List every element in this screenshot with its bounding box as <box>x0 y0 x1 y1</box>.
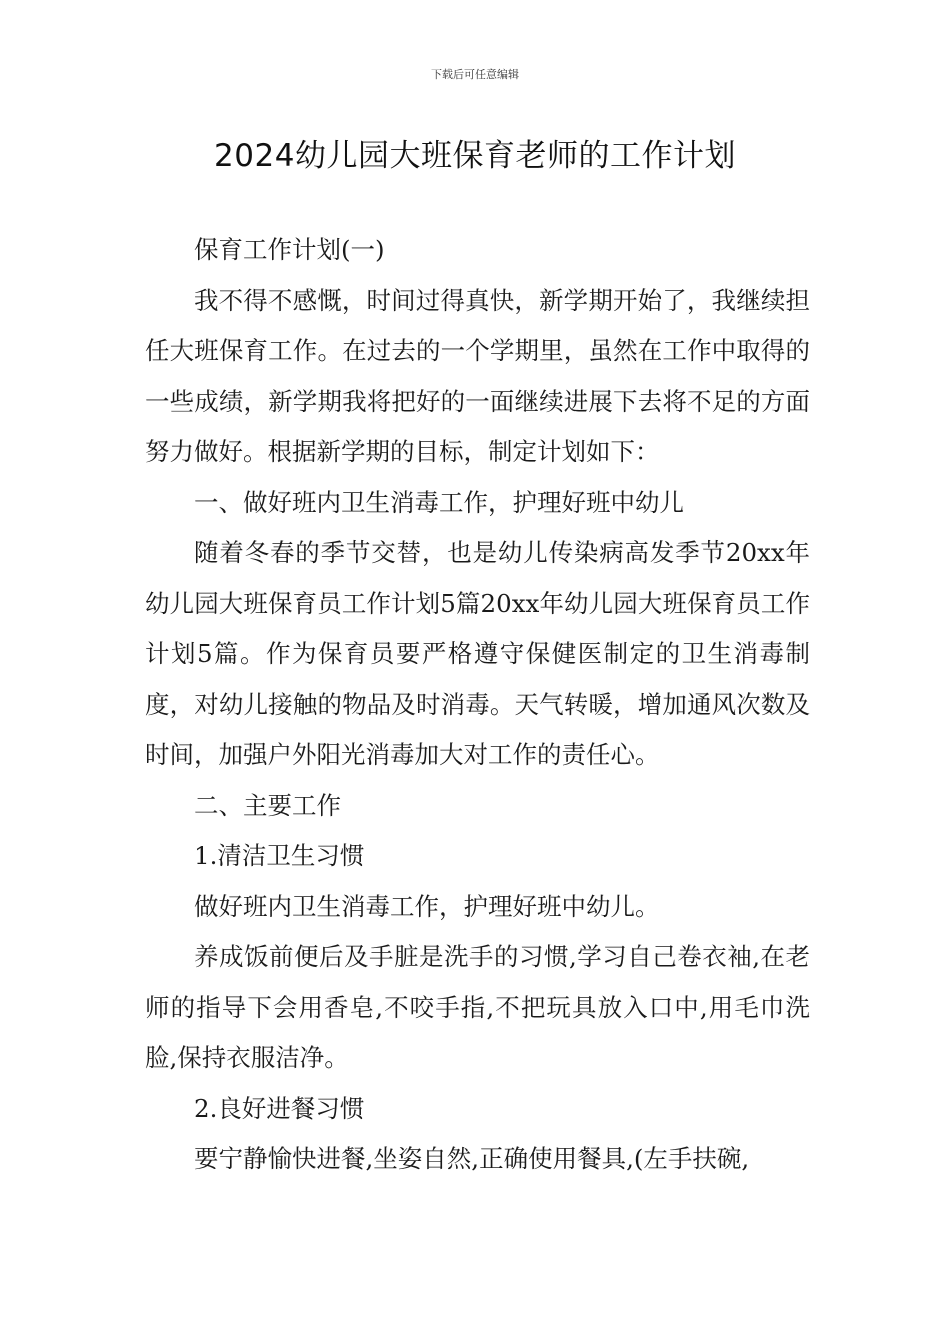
document-title: 2024幼儿园大班保育老师的工作计划 <box>214 138 736 174</box>
paragraph: 我不得不感慨，时间过得真快，新学期开始了，我继续担任大班保育工作。在过去的一个学期里，虽然在工作中取得的一些成绩，新学期我将把好的一面继续进展下去将不足的方面努力做好。根据新学期的目标，制定计划如下： <box>145 285 810 466</box>
section-heading: 保育工作计划(一) <box>194 235 385 264</box>
section-heading: 二、主要工作 <box>194 790 341 820</box>
header-note: 下载后可任意编辑 <box>431 68 519 81</box>
document-body <box>145 225 810 1185</box>
section-heading: 一、做好班内卫生消毒工作，护理好班中幼儿 <box>194 487 684 517</box>
subsection-heading: 1.清洁卫生习惯 <box>194 841 365 870</box>
paragraph: 随着冬春的季节交替，也是幼儿传染病高发季节20xx年幼儿园大班保育员工作计划5篇20xx年幼儿园大班保育员工作计划5篇。作为保育员要严格遵守保健医制定的卫生消毒制度，对幼儿接触的物品及时消毒。天气转暖，增加通风次数及时间，加强户外阳光消毒加大对工作的责任心。 <box>145 538 810 769</box>
paragraph: 要宁静愉快进餐,坐姿自然,正确使用餐具,(左手扶碗, <box>194 1144 750 1173</box>
paragraph: 养成饭前便后及手脏是洗手的习惯,学习自己卷衣袖,在老师的指导下会用香皂,不咬手指,不把玩具放入口中,用毛巾洗脸,保持衣服洁净。 <box>145 942 810 1072</box>
paragraph: 做好班内卫生消毒工作，护理好班中幼儿。 <box>194 891 660 921</box>
subsection-heading: 2.良好进餐习惯 <box>194 1093 365 1123</box>
